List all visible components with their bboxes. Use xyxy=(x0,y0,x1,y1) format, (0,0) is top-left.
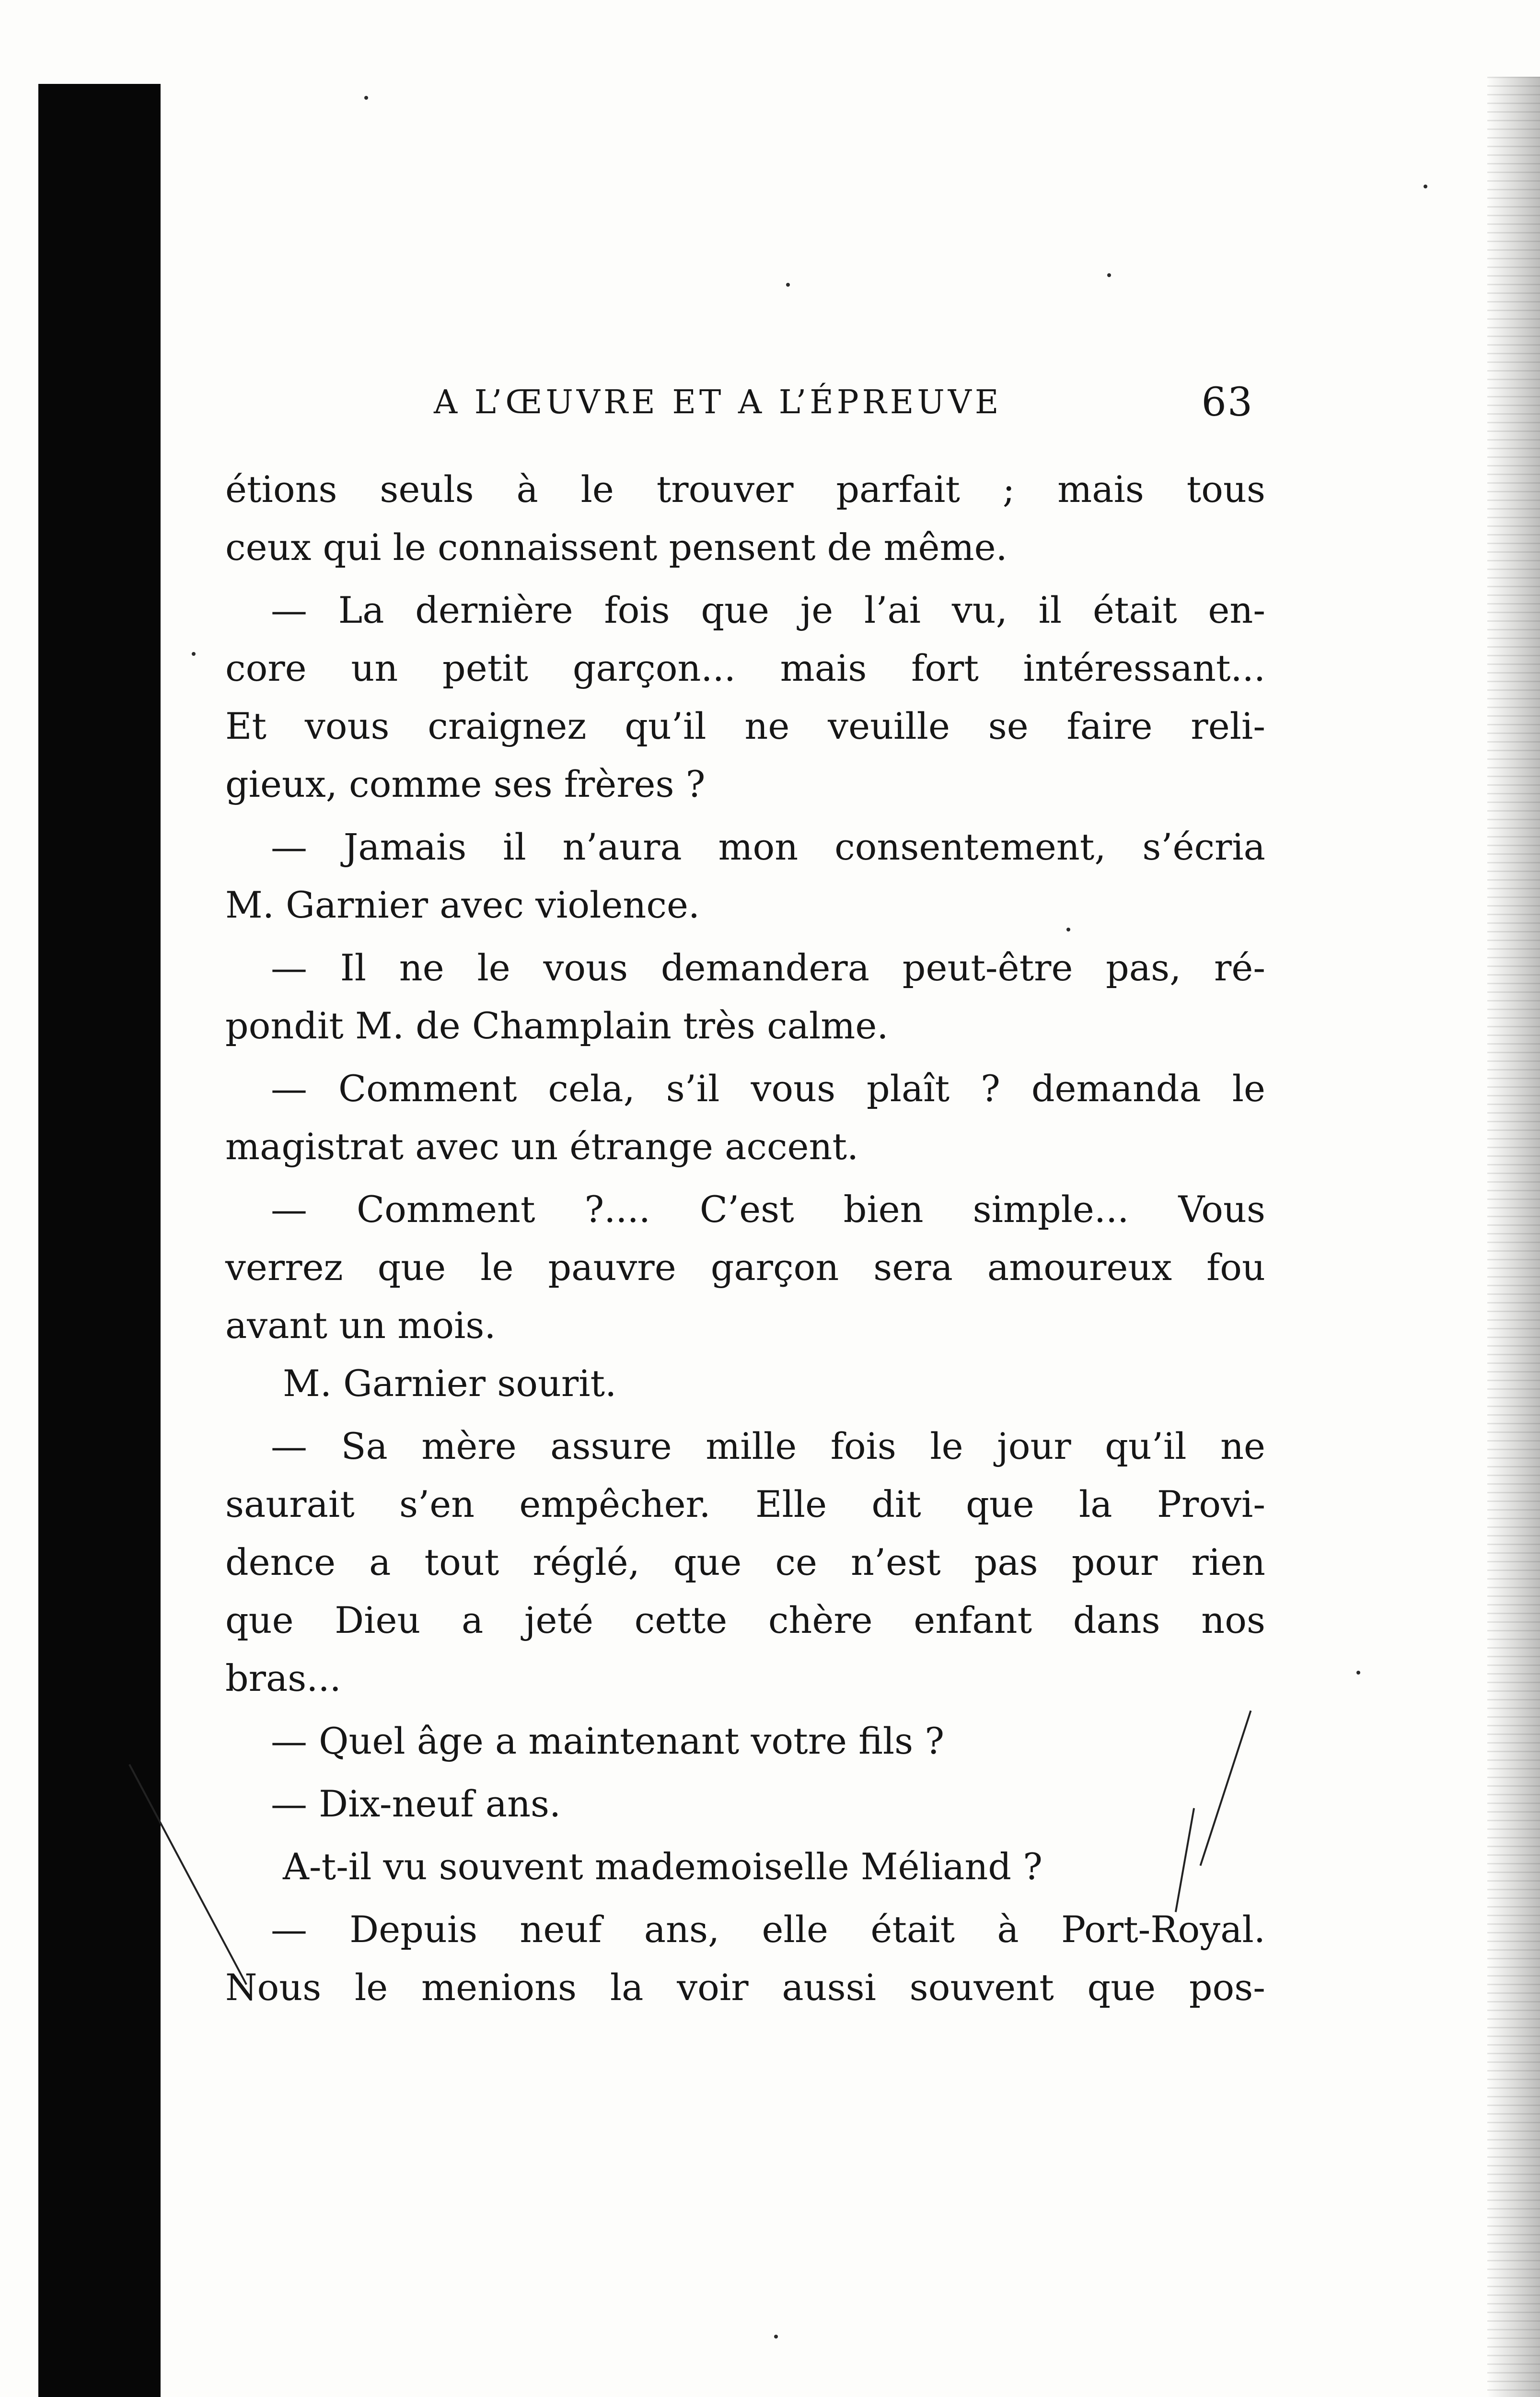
text-line: gieux, comme ses frères ? xyxy=(225,763,706,805)
right-scan-edge xyxy=(1487,77,1540,2397)
text-line: avant un mois. xyxy=(225,1304,496,1347)
text-line: — Dix-neuf ans. xyxy=(271,1782,561,1825)
page-number: 63 xyxy=(1201,380,1253,425)
text-line: — Sa mère assure mille fois le jour qu’il ne xyxy=(271,1425,1265,1467)
text-line: — Comment cela, s’il vous plaît ? demanda le xyxy=(271,1067,1265,1110)
text-line: M. Garnier sourit. xyxy=(283,1362,617,1405)
text-line: — La dernière fois que je l’ai vu, il était en- xyxy=(271,589,1265,631)
print-speck xyxy=(1356,1671,1360,1675)
print-speck xyxy=(1424,185,1427,188)
text-line: core un petit garçon... mais fort intéressant... xyxy=(225,647,1265,689)
text-line: bras... xyxy=(225,1657,341,1699)
text-line: magistrat avec un étrange accent. xyxy=(225,1125,859,1168)
print-speck xyxy=(786,283,790,287)
text-line: que Dieu a jeté cette chère enfant dans nos xyxy=(225,1599,1265,1641)
print-speck xyxy=(774,2335,778,2339)
print-speck xyxy=(364,96,368,100)
text-line: dence a tout réglé, que ce n’est pas pour rien xyxy=(225,1541,1265,1583)
text-line: — Quel âge a maintenant votre fils ? xyxy=(271,1720,945,1762)
text-line: ceux qui le connaissent pensent de même. xyxy=(225,526,1007,569)
print-speck xyxy=(192,652,196,656)
text-line: — Il ne le vous demandera peut-être pas, ré- xyxy=(271,946,1265,989)
text-line: verrez que le pauvre garçon sera amoureux fou xyxy=(225,1246,1265,1289)
body-text xyxy=(225,460,1265,2016)
text-line: Et vous craignez qu’il ne veuille se faire reli- xyxy=(225,705,1265,747)
text-line: saurait s’en empêcher. Elle dit que la Provi- xyxy=(225,1483,1265,1525)
binding-shadow xyxy=(38,84,161,2397)
text-line: pondit M. de Champlain très calme. xyxy=(225,1004,889,1047)
text-line: — Comment ?.... C’est bien simple... Vous xyxy=(271,1188,1265,1231)
text-line: Nous le menions la voir aussi souvent que pos- xyxy=(225,1966,1265,2009)
running-header xyxy=(228,376,1253,429)
text-line: M. Garnier avec violence. xyxy=(225,884,700,926)
text-line: A-t-il vu souvent mademoiselle Méliand ? xyxy=(283,1845,1042,1888)
print-speck xyxy=(1107,273,1111,277)
running-title: A L’ŒUVRE ET A L’ÉPREUVE xyxy=(434,384,1002,421)
text-line: étions seuls à le trouver parfait ; mais tous xyxy=(225,468,1265,511)
text-line: — Jamais il n’aura mon consentement, s’écria xyxy=(271,826,1265,868)
text-line: — Depuis neuf ans, elle était à Port-Royal. xyxy=(271,1908,1265,1951)
